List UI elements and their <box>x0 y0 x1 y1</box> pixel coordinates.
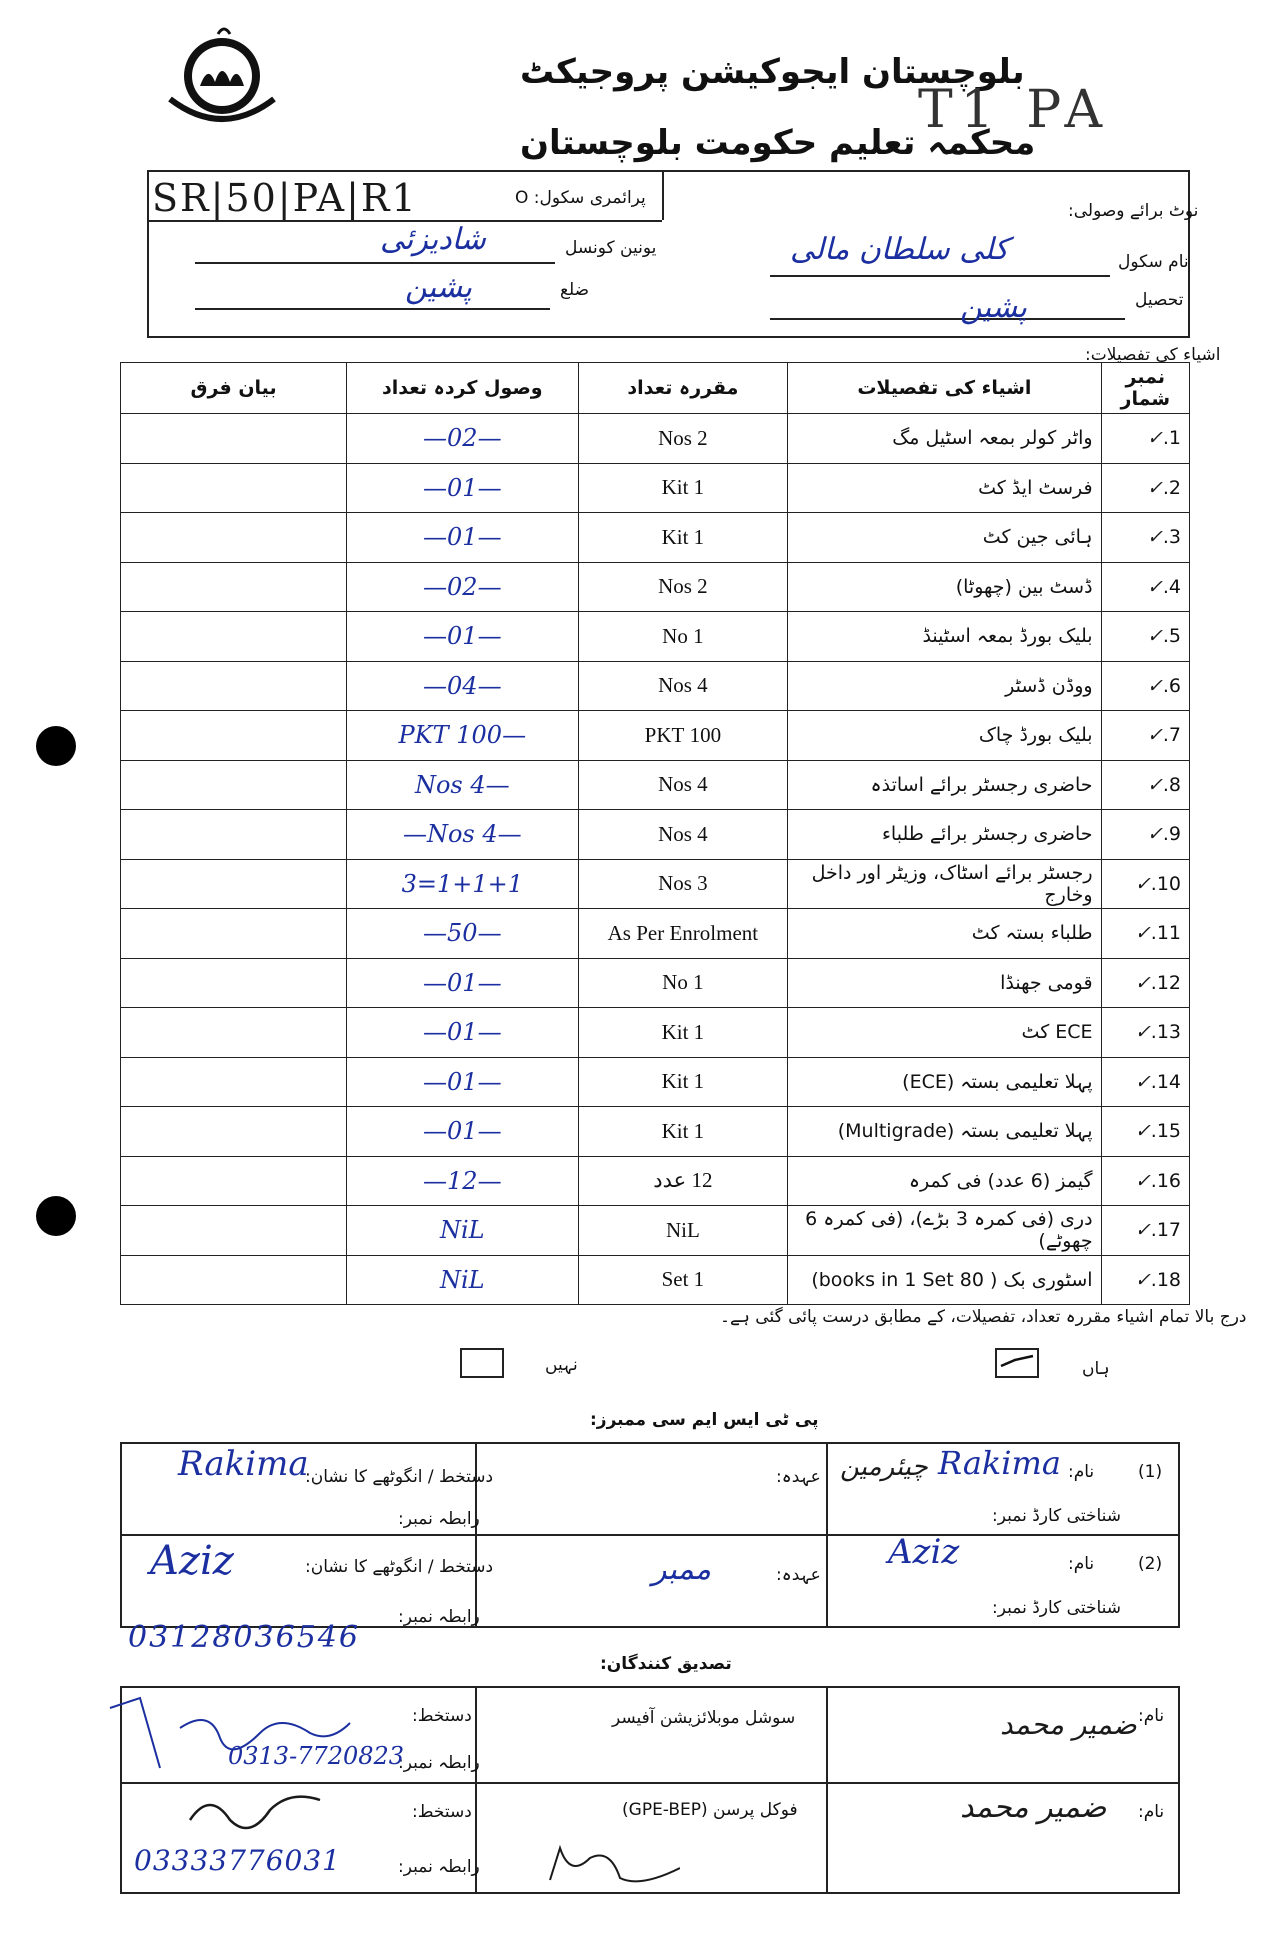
row-difference <box>121 661 347 711</box>
row-received-quantity: —01— <box>347 463 578 513</box>
no-checkbox[interactable] <box>460 1348 504 1378</box>
row-fixed-quantity: 12 عدد <box>578 1156 788 1206</box>
member-index: (1) <box>1138 1462 1163 1482</box>
row-difference <box>121 909 347 959</box>
row-fixed-quantity: As Per Enrolment <box>578 909 788 959</box>
row-description: طلباء بستہ کٹ <box>788 909 1101 959</box>
row-difference <box>121 1057 347 1107</box>
check-tick-icon: ✓ <box>1134 1070 1151 1093</box>
check-tick-icon: ✓ <box>1146 674 1163 697</box>
row-description: حاضری رجسٹر برائے طلباء <box>788 810 1101 860</box>
row-number: 12.✓ <box>1101 958 1189 1008</box>
row-received-quantity: —01— <box>347 1057 578 1107</box>
check-tick-icon: ✓ <box>1134 872 1151 895</box>
row-difference <box>121 1206 347 1256</box>
row-fixed-quantity: 1 Kit <box>578 1107 788 1157</box>
row-fixed-quantity: 2 Nos <box>578 414 788 464</box>
row-difference <box>121 1008 347 1058</box>
row-difference <box>121 414 347 464</box>
row-description: اسٹوری بک ( 80 books in 1 Set) <box>788 1255 1101 1305</box>
district-value: پشین <box>405 270 473 305</box>
row-number: 1.✓ <box>1101 414 1189 464</box>
member-contact-label: رابطہ نمبر: <box>398 1607 480 1627</box>
member-name-label: نام: <box>1068 1554 1095 1574</box>
member-name-label: نام: <box>1068 1462 1095 1482</box>
row-number: 11.✓ <box>1101 909 1189 959</box>
check-tick-icon: ✓ <box>1146 526 1163 549</box>
member-name-value: Rakima <box>938 1444 1061 1482</box>
row-description: ڈسٹ بین (چھوٹا) <box>788 562 1101 612</box>
row-received-quantity: —4 Nos— <box>347 810 578 860</box>
row-fixed-quantity: 1 Kit <box>578 1057 788 1107</box>
row-description: گیمز (6 عدد) فی کمرہ <box>788 1156 1101 1206</box>
check-tick-icon: ✓ <box>1134 971 1151 994</box>
verifier-name-label: نام: <box>1138 1802 1165 1822</box>
member-designation-value: چیئرمین <box>840 1452 928 1482</box>
row-received-quantity: NiL <box>347 1206 578 1256</box>
row-description: ECE کٹ <box>788 1008 1101 1058</box>
yes-checkbox[interactable] <box>995 1348 1039 1378</box>
verifier-name-label: نام: <box>1138 1706 1165 1726</box>
check-tick-icon: ✓ <box>1146 625 1163 648</box>
row-received-quantity: —01— <box>347 612 578 662</box>
items-caption: اشیاء کی تفصیلات: <box>1085 345 1221 365</box>
header-fixed: مقررہ تعداد <box>578 363 788 414</box>
no-label: نہیں <box>545 1355 578 1375</box>
row-difference <box>121 513 347 563</box>
handwritten-code: T1 PA <box>918 80 1111 140</box>
row-difference <box>121 463 347 513</box>
verifier-signature <box>100 1688 360 1778</box>
row-difference <box>121 1255 347 1305</box>
table-row <box>121 1255 1190 1305</box>
ptsmc-heading: پی ٹی ایس ایم سی ممبرز: <box>590 1410 819 1430</box>
check-tick-icon: ✓ <box>1146 427 1163 450</box>
row-fixed-quantity: 1 Kit <box>578 463 788 513</box>
table-row <box>121 859 1190 909</box>
verifier-role: فوکل پرسن (GPE-BEP) <box>622 1800 798 1820</box>
row-received-quantity: 1+1+1=3 <box>347 859 578 909</box>
row-received-quantity: —12— <box>347 1156 578 1206</box>
row-fixed-quantity: 1 Kit <box>578 1008 788 1058</box>
row-number: 17.✓ <box>1101 1206 1189 1256</box>
table-row <box>121 1057 1190 1107</box>
check-tick-icon: ✓ <box>1134 1120 1151 1143</box>
member-contact-value: 03128036546 <box>128 1620 360 1655</box>
verifier-contact-label: رابطہ نمبر: <box>398 1753 480 1773</box>
table-row <box>121 711 1190 761</box>
table-row <box>121 414 1190 464</box>
member-signature: Aziz <box>150 1538 234 1584</box>
items-table <box>120 362 1190 1305</box>
verifier-contact-value: 0313-7720823 <box>228 1742 405 1770</box>
department-title: محکمہ تعلیم حکومت بلوچستان <box>520 123 1036 163</box>
row-fixed-quantity: 1 No <box>578 958 788 1008</box>
row-received-quantity: —50— <box>347 909 578 959</box>
district-label: ضلع <box>560 280 590 300</box>
row-fixed-quantity: 1 Kit <box>578 513 788 563</box>
row-fixed-quantity: 4 Nos <box>578 661 788 711</box>
union-council-value: شادیزئی <box>380 222 486 257</box>
tehsil-value: پشین <box>960 290 1028 325</box>
note-label: نوٹ برائے وصولی: <box>1068 201 1199 221</box>
member-contact-label: رابطہ نمبر: <box>398 1509 480 1529</box>
check-tick-icon: ✓ <box>1134 1021 1151 1044</box>
row-number: 18.✓ <box>1101 1255 1189 1305</box>
row-fixed-quantity: NiL <box>578 1206 788 1256</box>
check-tick-icon: ✓ <box>1134 1169 1151 1192</box>
row-number: 10.✓ <box>1101 859 1189 909</box>
row-difference <box>121 1156 347 1206</box>
row-fixed-quantity: 3 Nos <box>578 859 788 909</box>
row-received-quantity: —4 Nos <box>347 760 578 810</box>
row-received-quantity: NiL <box>347 1255 578 1305</box>
row-description: رجسٹر برائے اسٹاک، وزیٹر اور داخل وخارج <box>788 859 1101 909</box>
table-row <box>121 562 1190 612</box>
row-number: 9.✓ <box>1101 810 1189 860</box>
table-row <box>121 810 1190 860</box>
header-diff: بیان فرق <box>121 363 347 414</box>
row-difference <box>121 612 347 662</box>
row-difference <box>121 562 347 612</box>
verifier-signature <box>180 1790 340 1840</box>
row-received-quantity: —100 PKT <box>347 711 578 761</box>
verifier-name-value: ضمیر محمد <box>1000 1708 1137 1741</box>
row-received-quantity: —01— <box>347 1008 578 1058</box>
row-fixed-quantity: 100 PKT <box>578 711 788 761</box>
row-difference <box>121 1107 347 1157</box>
header-desc: اشیاء کی تفصیلات <box>788 363 1101 414</box>
confirmation-statement: درج بالا تمام اشیاء مقررہ تعداد، تفصیلات، کے مطابق درست پائی گئی ہے۔ <box>720 1307 1247 1327</box>
school-name-label: نام سکول <box>1118 252 1189 272</box>
row-number: 5.✓ <box>1101 612 1189 662</box>
row-difference <box>121 958 347 1008</box>
row-fixed-quantity: 1 Set <box>578 1255 788 1305</box>
row-fixed-quantity: 4 Nos <box>578 760 788 810</box>
punch-hole <box>36 726 76 766</box>
yes-label: ہاں <box>1082 1359 1110 1379</box>
verifiers-heading: تصدیق کنندگان: <box>600 1654 732 1674</box>
focal-person-signature <box>540 1840 680 1894</box>
member-signature: Rakima <box>178 1444 309 1484</box>
verifier-sign-label: دستخط: <box>412 1706 472 1726</box>
check-tick-icon: ✓ <box>1134 1268 1151 1291</box>
school-name-value: کلی سلطان مالی <box>790 232 1009 267</box>
check-tick-icon: ✓ <box>1146 476 1163 499</box>
row-number: 4.✓ <box>1101 562 1189 612</box>
row-number: 13.✓ <box>1101 1008 1189 1058</box>
table-row <box>121 513 1190 563</box>
check-tick-icon: ✓ <box>1146 724 1163 747</box>
row-description: قومی جھنڈا <box>788 958 1101 1008</box>
row-fixed-quantity: 4 Nos <box>578 810 788 860</box>
row-description: واٹر کولر بمعہ اسٹیل مگ <box>788 414 1101 464</box>
row-number: 6.✓ <box>1101 661 1189 711</box>
row-received-quantity: —02— <box>347 562 578 612</box>
check-mark-icon <box>997 1350 1037 1376</box>
verifier-contact-value: 03333776031 <box>134 1844 341 1877</box>
row-difference <box>121 711 347 761</box>
check-tick-icon: ✓ <box>1134 922 1151 945</box>
table-row <box>121 1206 1190 1256</box>
row-number: 8.✓ <box>1101 760 1189 810</box>
member-designation-label: عہدہ: <box>776 1467 821 1487</box>
row-number: 3.✓ <box>1101 513 1189 563</box>
table-header-row <box>121 363 1190 414</box>
header-num: نمبر شمار <box>1101 363 1189 414</box>
check-tick-icon: ✓ <box>1134 1219 1151 1242</box>
member-name-value: Aziz <box>888 1532 960 1572</box>
primary-school-label: پرائمری سکول: O <box>515 188 646 208</box>
table-row <box>121 463 1190 513</box>
row-description: دری (فی کمرہ 3 بڑے)، (فی کمرہ 6 چھوٹے) <box>788 1206 1101 1256</box>
project-title: بلوچستان ایجوکیشن پروجیکٹ <box>520 52 1025 92</box>
row-received-quantity: —01— <box>347 513 578 563</box>
member-index: (2) <box>1138 1554 1163 1574</box>
row-fixed-quantity: 1 No <box>578 612 788 662</box>
row-description: حاضری رجسٹر برائے اساتذہ <box>788 760 1101 810</box>
row-description: ووڈن ڈسٹر <box>788 661 1101 711</box>
row-received-quantity: —04— <box>347 661 578 711</box>
row-description: فرسٹ ایڈ کٹ <box>788 463 1101 513</box>
row-received-quantity: —01— <box>347 1107 578 1157</box>
row-difference <box>121 810 347 860</box>
member-sign-label: دستخط / انگوٹھے کا نشان: <box>305 1557 494 1577</box>
row-number: 7.✓ <box>1101 711 1189 761</box>
row-description: بلیک بورڈ بمعہ اسٹینڈ <box>788 612 1101 662</box>
check-tick-icon: ✓ <box>1146 773 1163 796</box>
reference-number: SR|50|PA|R1 <box>152 176 418 220</box>
row-description: پہلا تعلیمی بستہ (Multigrade) <box>788 1107 1101 1157</box>
header-received: وصول کردہ تعداد <box>347 363 578 414</box>
table-row <box>121 1008 1190 1058</box>
table-row <box>121 760 1190 810</box>
row-fixed-quantity: 2 Nos <box>578 562 788 612</box>
verifier-sign-label: دستخط: <box>412 1802 472 1822</box>
member-designation-label: عہدہ: <box>776 1565 821 1585</box>
member-cnic-label: شناختی کارڈ نمبر: <box>992 1506 1122 1526</box>
table-row <box>121 612 1190 662</box>
table-row <box>121 661 1190 711</box>
table-row <box>121 958 1190 1008</box>
member-designation-value: ممبر <box>652 1552 712 1587</box>
verifier-name-value: ضمیر محمد <box>960 1790 1107 1825</box>
row-received-quantity: —02— <box>347 414 578 464</box>
row-description: پہلا تعلیمی بستہ (ECE) <box>788 1057 1101 1107</box>
table-row <box>121 1107 1190 1157</box>
table-row <box>121 1156 1190 1206</box>
tehsil-label: تحصیل <box>1135 290 1184 310</box>
government-seal-logo <box>160 24 290 134</box>
member-sign-label: دستخط / انگوٹھے کا نشان: <box>305 1467 494 1487</box>
check-tick-icon: ✓ <box>1146 575 1163 598</box>
row-description: ہائی جین کٹ <box>788 513 1101 563</box>
row-difference <box>121 760 347 810</box>
verifier-contact-label: رابطہ نمبر: <box>398 1857 480 1877</box>
punch-hole <box>36 1196 76 1236</box>
member-cnic-label: شناختی کارڈ نمبر: <box>992 1598 1122 1618</box>
row-received-quantity: —01— <box>347 958 578 1008</box>
verifier-role: سوشل موبلائزیشن آفیسر <box>612 1708 796 1728</box>
row-number: 15.✓ <box>1101 1107 1189 1157</box>
row-number: 2.✓ <box>1101 463 1189 513</box>
check-tick-icon: ✓ <box>1146 823 1163 846</box>
union-council-label: یونین کونسل <box>565 238 657 258</box>
row-number: 16.✓ <box>1101 1156 1189 1206</box>
row-number: 14.✓ <box>1101 1057 1189 1107</box>
table-row <box>121 909 1190 959</box>
row-description: بلیک بورڈ چاک <box>788 711 1101 761</box>
row-difference <box>121 859 347 909</box>
